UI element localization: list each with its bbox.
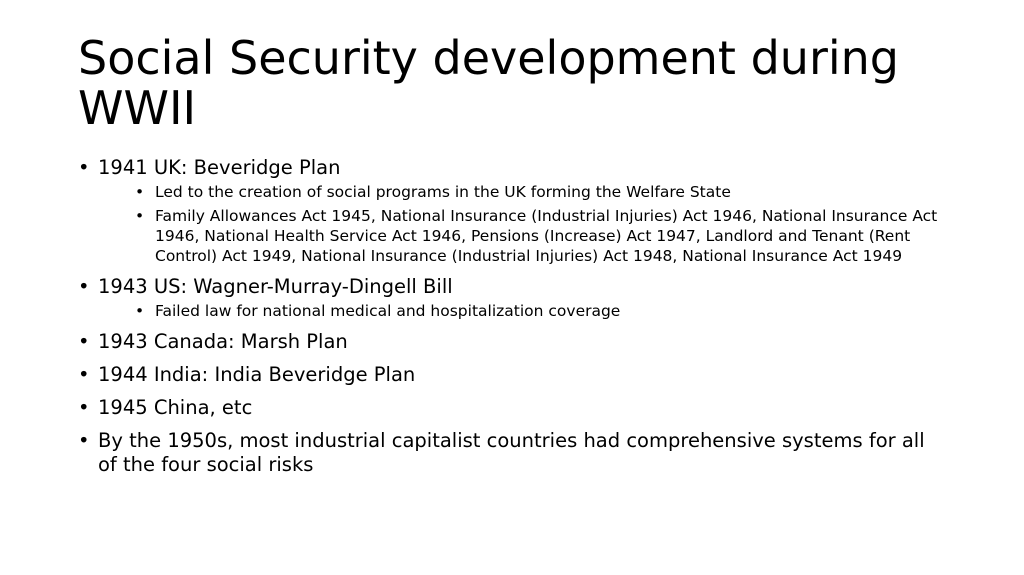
slide-title: Social Security development during WWII [78,31,899,135]
bullet-item [78,330,948,354]
bullet-icon: • [78,396,90,419]
sub-bullet-list [98,301,948,321]
sub-bullet-icon: • [135,207,145,225]
sub-bullet-item [98,301,948,321]
bullet-item [78,275,948,321]
bullet-text: 1945 China, etc [98,396,253,419]
bullet-item [78,363,948,387]
bullet-text: By the 1950s, most industrial capitalist countries had comprehensive systems for all of the four social risks [98,429,925,476]
bullet-item [78,156,948,266]
bullet-item [78,429,948,477]
bullet-text: 1943 US: Wagner-Murray-Dingell Bill [98,275,453,298]
bullet-icon: • [78,363,90,386]
sub-bullet-text: Family Allowances Act 1945, National Insurance (Industrial Injuries) Act 1946, National Insurance Act 1946, National Health Service Act 1946, Pensions (Increase) Act 1947, Landlord and Tenant (Rent Control) Act 1949, National Insurance (Industrial Injuries) Act 1948, National Insurance Act 1949 [155,207,938,265]
sub-bullet-text: Led to the creation of social programs in the UK forming the Welfare State [155,183,731,201]
bullet-icon: • [78,429,90,452]
bullet-list [78,156,948,486]
bullet-text: 1943 Canada: Marsh Plan [98,330,348,353]
sub-bullet-icon: • [135,183,145,201]
sub-bullet-list [98,182,948,266]
bullet-icon: • [78,330,90,353]
sub-bullet-text: Failed law for national medical and hospitalization coverage [155,302,621,320]
sub-bullet-icon: • [135,302,145,320]
sub-bullet-item [98,182,948,202]
bullet-item [78,396,948,420]
bullet-text: 1941 UK: Beveridge Plan [98,156,341,179]
bullet-icon: • [78,156,90,179]
bullet-text: 1944 India: India Beveridge Plan [98,363,416,386]
sub-bullet-item [98,206,948,266]
bullet-icon: • [78,275,90,298]
